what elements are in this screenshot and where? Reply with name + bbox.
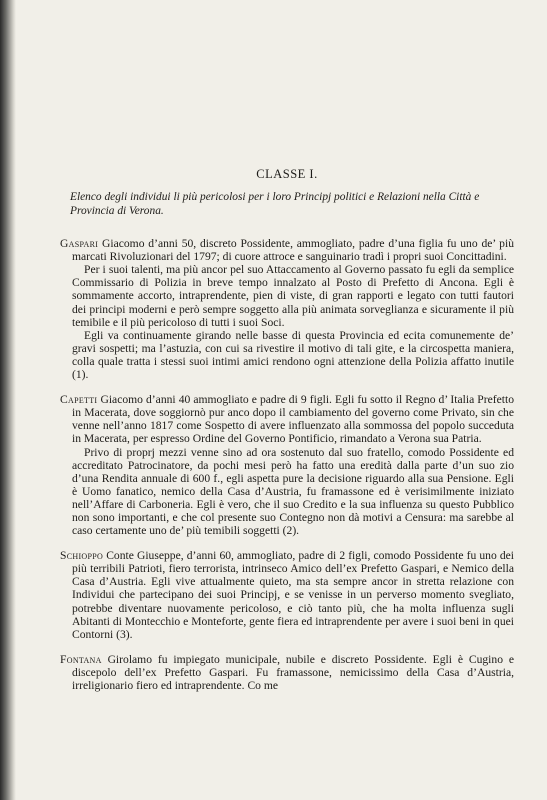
entry-name: Capetti (60, 393, 98, 407)
entry-text: Girolamo fu impiegato municipale, nubile e discreto Possidente. Egli è Cugino e discepolo dell’ex Prefetto Gaspari. Fu framassone, nemicissimo della Casa d’Austria, irreligionario fiero ed intraprendente. Co me (72, 652, 514, 692)
section-heading: CLASSE I. (256, 167, 318, 181)
entry-name: Fontana (60, 652, 102, 666)
entry-name: Schioppo (60, 549, 104, 563)
entry-paragraph (60, 653, 514, 692)
entry-name: Gaspari (60, 237, 99, 251)
entry-paragraph: Privo di proprj mezzi venne sino ad ora sostenuto dal suo fratello, comodo Possidente ed accreditato Patrocinatore, da pochi mesi però ha fatto una eredità dalla parte d’un suo zio d’una Rendita annuale di 600 f., egli aspetta pure la decisione riguardo alla sua Pensione. Egli è Uomo fanatico, nemico della Casa d’Austria, fu framassone ed è verisimilmente iniziato nell’Affare di Carboneria. Egli è vero, che il suo Credito e la sua influenza su questo Pubblico non sono importanti, e che col presente suo Contegno non dà motivi a Censura: ma sarebbe al caso certamente uno de’ più temibili soggetti (2). (72, 445, 514, 538)
entry-paragraph (60, 549, 514, 641)
entry-text: Giacomo d’anni 40 ammogliato e padre di 9 figli. Egli fu sotto il Regno d’ Italia Prefetto in Macerata, dove soggiornò pur anco dopo il cambiamento del governo come Privato, sin che venne nell’anno 1817 come Sospetto di avere influenzato alla sommossa del popolo succeduta in Macerata, per espresso Ordine del Governo Pontificio, rimandato a Verona sua Patria. (72, 393, 514, 446)
entry-paragraph: Per i suoi talenti, ma più ancor pel suo Attaccamento al Governo passato fu egli da semplice Commissario di Polizia in breve tempo innalzato al Posto di Prefetto di Ancona. Egli è sommamente accorto, intraprendente, pien di viste, di gran rapporti e legato con tutti fautori dei principi moderni e però sempre soggetto alla più animata sorveglianza e sicuramente il più temibile e il più pericoloso di tutti i suoi Soci. (72, 263, 514, 329)
entry-schioppo (60, 549, 514, 641)
entry-text: Giacomo d’anni 50, discreto Possidente, ammogliato, padre d’una figlia fu uno de’ più marcati Rivoluzionari del 1797; di cuore attroce e sanguinario tradì i propri suoi Concittadini. (72, 237, 514, 264)
entry-paragraph: Egli va continuamente girando nelle basse di questa Provincia ed ecita comunemente de’ gravi sospetti; ma l’astuzia, con cui sa rivestire il motivo di tali gite, e la circospetta maniera, colla quale tratta i stessi suoi intimi amici rendono ogni attenzione della Polizia affatto inutile (1). (72, 328, 514, 382)
page-edge-shadow (0, 0, 16, 800)
entry-gaspari (60, 237, 514, 381)
entry-text: Conte Giuseppe, d’anni 60, ammogliato, padre di 2 figli, comodo Possidente fu uno dei più terribili Patrioti, fiero terrorista, intrinseco Amico dell’ex Prefetto Gaspari, e Nemico della Casa d’Austria. Egli vive attualmente quieto, ma sta sempre ancor in stretta relazione con Individui che partecipano dei suoi Principj, e se venisse in un perverso momento svegliato, potrebbe diventare nuovamente pericoloso, e ciò tanto più, che ha molta influenza sugli Abitanti di Montecchio e Monteforte, gente fiera ed intraprendente per avere i suoi beni in quei Contorni (3). (72, 549, 515, 641)
entry-paragraph (60, 237, 514, 263)
section-intro: Elenco degli individui li più pericolosi per i loro Principj politici e Relazioni nella Città e Provincia di Verona. (70, 191, 480, 218)
entry-paragraph (60, 393, 514, 445)
entry-fontana (60, 653, 514, 692)
entry-capetti (60, 393, 514, 537)
document-body (60, 168, 514, 704)
